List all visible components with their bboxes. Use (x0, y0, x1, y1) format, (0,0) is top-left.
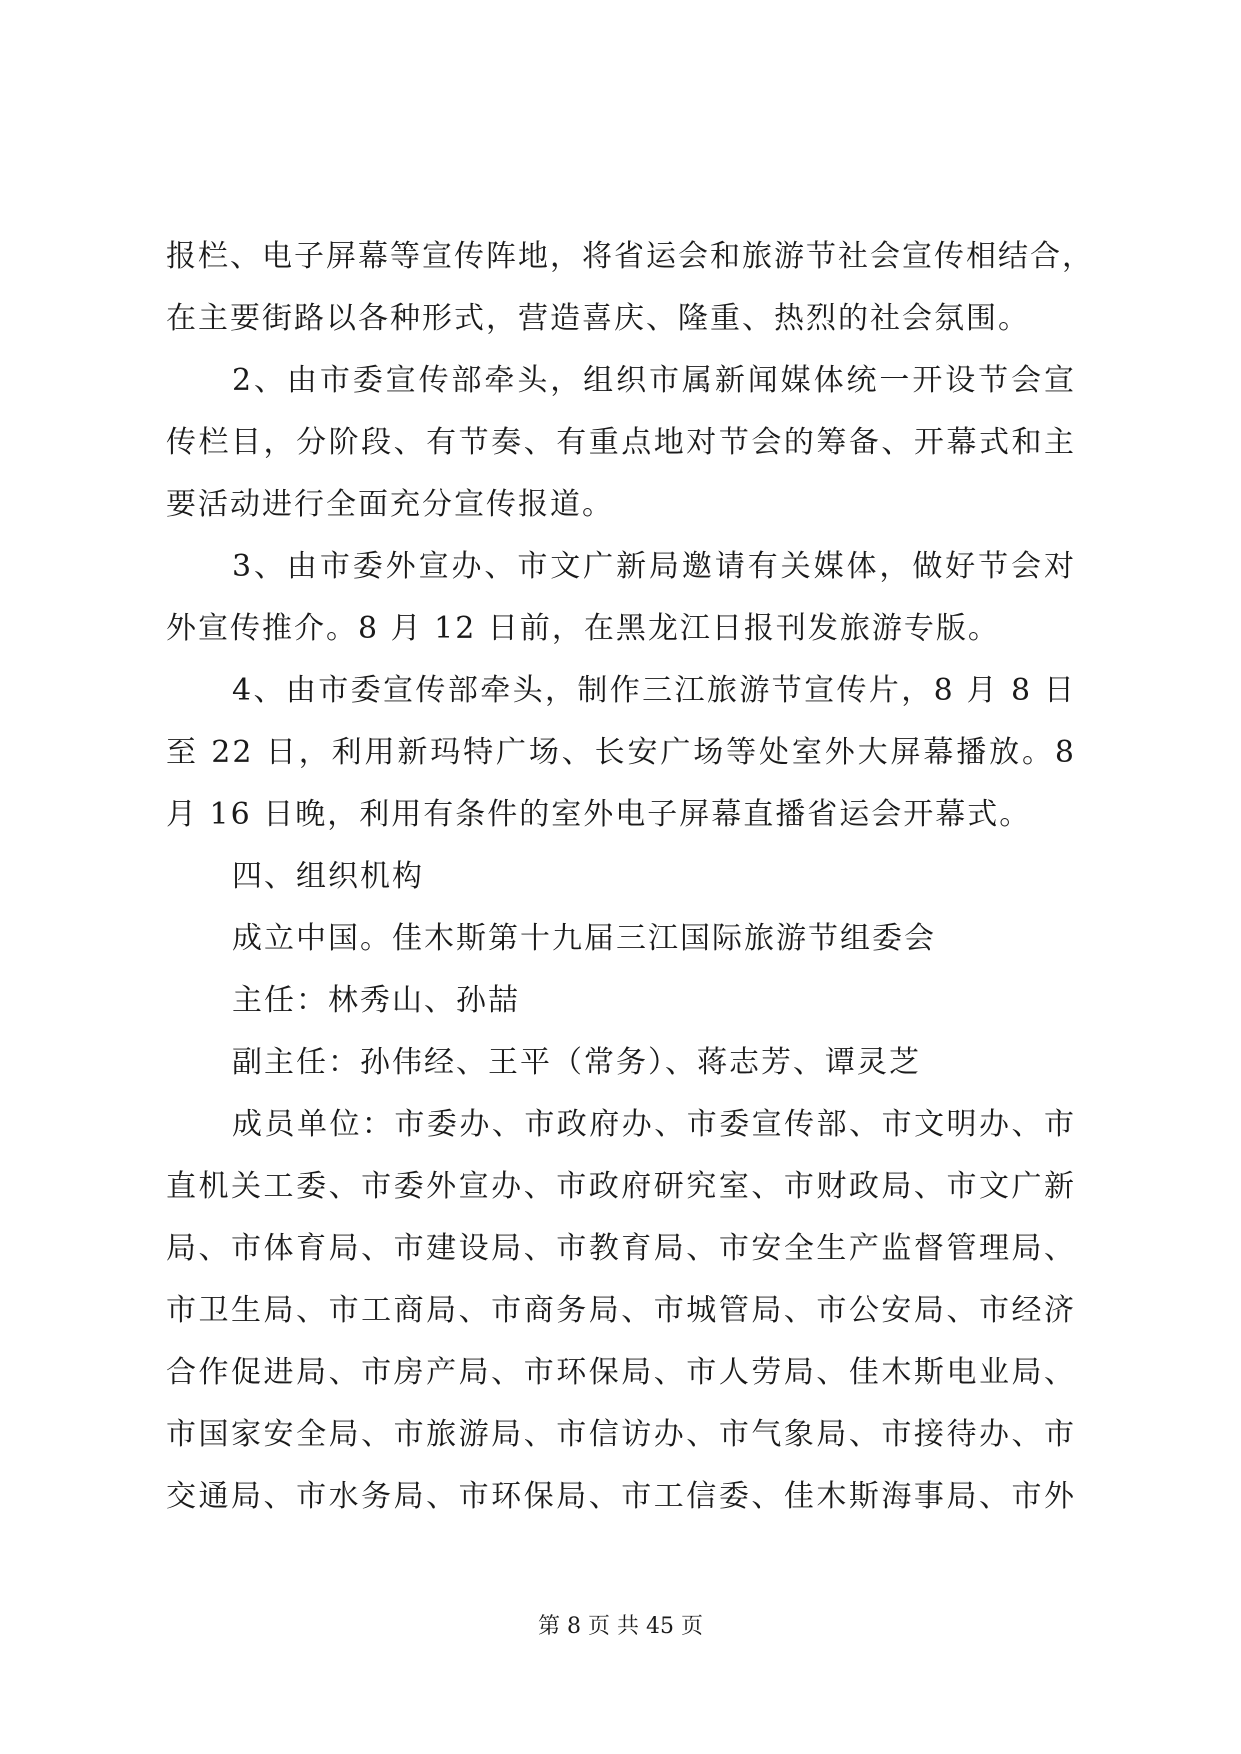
text-line: 外宣传推介。8 月 12 日前，在黑龙江日报刊发旅游专版。 (166, 611, 1000, 646)
text-line: 局、市体育局、市建设局、市教育局、市安全生产监督管理局、 (166, 1231, 1076, 1266)
text-line: 副主任：孙伟经、王平（常务）、蒋志芳、谭灵芝 (232, 1045, 921, 1080)
text-line: 市国家安全局、市旅游局、市信访办、市气象局、市接待办、市 (166, 1417, 1076, 1452)
text-line: 成立中国。佳木斯第十九届三江国际旅游节组委会 (232, 921, 936, 956)
text-line: 主任：林秀山、孙喆 (232, 983, 520, 1018)
text-line: 交通局、市水务局、市环保局、市工信委、佳木斯海事局、市外 (166, 1479, 1076, 1514)
text-line: 4、由市委宣传部牵头，制作三江旅游节宣传片，8 月 8 日 (232, 673, 1076, 708)
text-line: 3、由市委外宣办、市文广新局邀请有关媒体，做好节会对 (232, 549, 1076, 584)
text-line: 合作促进局、市房产局、市环保局、市人劳局、佳木斯电业局、 (166, 1355, 1076, 1390)
text-line: 市卫生局、市工商局、市商务局、市城管局、市公安局、市经济 (166, 1293, 1076, 1328)
text-line: 成员单位：市委办、市政府办、市委宣传部、市文明办、市 (232, 1107, 1076, 1142)
page-footer: 第 8 页 共 45 页 (538, 1614, 703, 1639)
text-line: 传栏目，分阶段、有节奏、有重点地对节会的筹备、开幕式和主 (166, 425, 1076, 460)
text-line: 在主要街路以各种形式，营造喜庆、隆重、热烈的社会氛围。 (166, 301, 1030, 336)
document-body (166, 226, 1094, 1528)
text-line: 直机关工委、市委外宣办、市政府研究室、市财政局、市文广新 (166, 1169, 1076, 1204)
text-line: 月 16 日晚，利用有条件的室外电子屏幕直播省运会开幕式。 (166, 797, 1032, 832)
text-line: 要活动进行全面充分宣传报道。 (166, 487, 614, 522)
text-line: 至 22 日，利用新玛特广场、长安广场等处室外大屏幕播放。8 (166, 735, 1076, 770)
text-line: 四、组织机构 (232, 859, 424, 894)
text-line: 2、由市委宣传部牵头，组织市属新闻媒体统一开设节会宣 (232, 363, 1076, 398)
text-line: 报栏、电子屏幕等宣传阵地，将省运会和旅游节社会宣传相结合， (166, 239, 1094, 274)
